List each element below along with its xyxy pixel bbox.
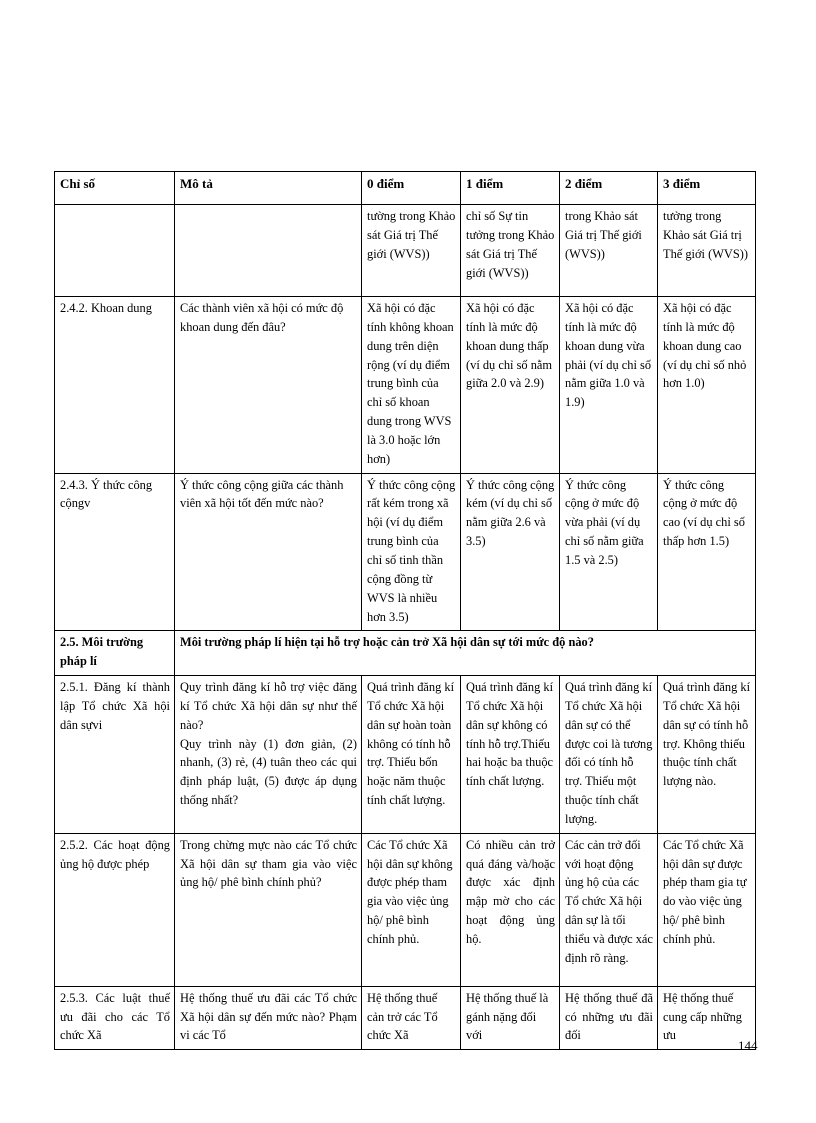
score-3-cell: Các Tổ chức Xã hội dân sự được phép tham gia tự do vào việc ủng hộ/ phê bình chính phủ. bbox=[658, 833, 756, 986]
score-3-cell: Ý thức công cộng ở mức độ cao (ví dụ chỉ số thấp hơn 1.5) bbox=[658, 473, 756, 631]
description-paragraph: Quy trình đăng kí hỗ trợ việc đăng kí Tổ chức Xã hội dân sự như thế nào? bbox=[180, 680, 357, 732]
section-indicator: 2.5. Môi trường pháp lí bbox=[55, 631, 175, 676]
table-row bbox=[55, 833, 756, 986]
score-1-cell: Hệ thống thuế là gánh nặng đối với bbox=[461, 986, 560, 1050]
score-1-cell: Quá trình đăng kí Tổ chức Xã hội dân sự không có tính hỗ trợ.Thiếu hai hoặc ba thuộc tính chất lượng. bbox=[461, 676, 560, 834]
description-cell: Ý thức công cộng giữa các thành viên xã hội tốt đến mức nào? bbox=[175, 473, 362, 631]
header-cell-description: Mô tả bbox=[175, 172, 362, 205]
score-1-cell: Có nhiều cản trở quá đáng và/hoặc được xác định mập mờ cho các hoạt động ủng hộ. bbox=[461, 833, 560, 986]
score-2-cell: Ý thức công cộng ở mức độ vừa phải (ví dụ chỉ số nằm giữa 1.5 và 2.5) bbox=[560, 473, 658, 631]
score-0-cell: Xã hội có đặc tính không khoan dung trên diện rộng (ví dụ điểm trung bình của chỉ số khoan dung trong WVS là 3.0 hoặc lớn hơn) bbox=[362, 297, 461, 474]
indicator-cell bbox=[55, 205, 175, 297]
score-3-cell: Hệ thống thuế cung cấp những ưu bbox=[658, 986, 756, 1050]
score-2-cell: Quá trình đăng kí Tổ chức Xã hội dân sự có thể được coi là tương đối có tính hỗ trợ. Thiếu một thuộc tính chất lượng. bbox=[560, 676, 658, 834]
score-1-cell: chỉ số Sự tin tưởng trong Khảo sát Giá trị Thế giới (WVS)) bbox=[461, 205, 560, 297]
indicator-cell: 2.4.3. Ý thức công cộngv bbox=[55, 473, 175, 631]
indicator-cell: 2.5.2. Các hoạt động ủng hộ được phép bbox=[55, 833, 175, 986]
score-0-cell: tường trong Khảo sát Giá trị Thế giới (WVS)) bbox=[362, 205, 461, 297]
criteria-table bbox=[54, 171, 756, 1050]
section-row bbox=[55, 631, 756, 676]
score-0-cell: Các Tổ chức Xã hội dân sự không được phép tham gia vào việc ủng hộ/ phê bình chính phủ. bbox=[362, 833, 461, 986]
description-cell: Trong chừng mực nào các Tổ chức Xã hội dân sự tham gia vào việc ủng hộ/ phê bình chính phủ? bbox=[175, 833, 362, 986]
score-1-cell: Ý thức công cộng kém (ví dụ chỉ số nằm giữa 2.6 và 3.5) bbox=[461, 473, 560, 631]
indicator-cell: 2.5.1. Đăng kí thành lập Tổ chức Xã hội dân sựvi bbox=[55, 676, 175, 834]
description-cell: Các thành viên xã hội có mức độ khoan dung đến đâu? bbox=[175, 297, 362, 474]
score-1-cell: Xã hội có đặc tính là mức độ khoan dung thấp (ví dụ chỉ số nằm giữa 2.0 và 2.9) bbox=[461, 297, 560, 474]
score-2-cell: Các cản trở đối với hoạt động ủng hộ của các Tổ chức Xã hội dân sự là tối thiểu và được xác định rõ ràng. bbox=[560, 833, 658, 986]
page-number: 144 bbox=[738, 1038, 758, 1053]
table-row bbox=[55, 676, 756, 834]
score-0-cell: Quá trình đăng kí Tổ chức Xã hội dân sự hoàn toàn không có tính hỗ trợ. Thiếu bốn hoặc năm thuộc tính chất lượng. bbox=[362, 676, 461, 834]
score-3-cell: Xã hội có đặc tính là mức độ khoan dung cao (ví dụ chỉ số nhỏ hơn 1.0) bbox=[658, 297, 756, 474]
header-cell-score-2: 2 điểm bbox=[560, 172, 658, 205]
score-2-cell: Hệ thống thuế đã có những ưu đãi đối bbox=[560, 986, 658, 1050]
score-0-cell: Ý thức công cộng rất kém trong xã hội (ví dụ điểm trung bình của chỉ số tinh thần cộng đồng từ WVS là nhiều hơn 3.5) bbox=[362, 473, 461, 631]
score-3-cell: Quá trình đăng kí Tổ chức Xã hội dân sự có tính hỗ trợ. Không thiếu thuộc tính chất lượng nào. bbox=[658, 676, 756, 834]
header-cell-score-0: 0 điểm bbox=[362, 172, 461, 205]
table-row bbox=[55, 986, 756, 1050]
score-2-cell: trong Khảo sát Giá trị Thế giới (WVS)) bbox=[560, 205, 658, 297]
indicator-cell: 2.5.3. Các luật thuế ưu đãi cho các Tổ chức Xã bbox=[55, 986, 175, 1050]
header-cell-score-3: 3 điểm bbox=[658, 172, 756, 205]
header-cell-score-1: 1 điểm bbox=[461, 172, 560, 205]
section-description: Môi trường pháp lí hiện tại hỗ trợ hoặc cản trở Xã hội dân sự tới mức độ nào? bbox=[175, 631, 756, 676]
score-0-cell: Hệ thống thuế cản trở các Tổ chức Xã bbox=[362, 986, 461, 1050]
score-2-cell: Xã hội có đặc tính là mức độ khoan dung vừa phải (ví dụ chỉ số nằm giữa 1.0 và 1.9) bbox=[560, 297, 658, 474]
description-cell: Hệ thống thuế ưu đãi các Tổ chức Xã hội dân sự đến mức nào? Phạm vi các Tổ bbox=[175, 986, 362, 1050]
table-row bbox=[55, 473, 756, 631]
table-row bbox=[55, 297, 756, 474]
score-3-cell: tưởng trong Khảo sát Giá trị Thế giới (WVS)) bbox=[658, 205, 756, 297]
description-cell bbox=[175, 205, 362, 297]
header-row bbox=[55, 172, 756, 205]
description-cell bbox=[175, 676, 362, 834]
indicator-cell: 2.4.2. Khoan dung bbox=[55, 297, 175, 474]
table-row bbox=[55, 205, 756, 297]
header-cell-indicator: Chỉ số bbox=[55, 172, 175, 205]
description-paragraph: Quy trình này (1) đơn giản, (2) nhanh, (3) rẻ, (4) tuân theo các qui định pháp luật, (5) được áp dụng thống nhất? bbox=[180, 736, 357, 808]
